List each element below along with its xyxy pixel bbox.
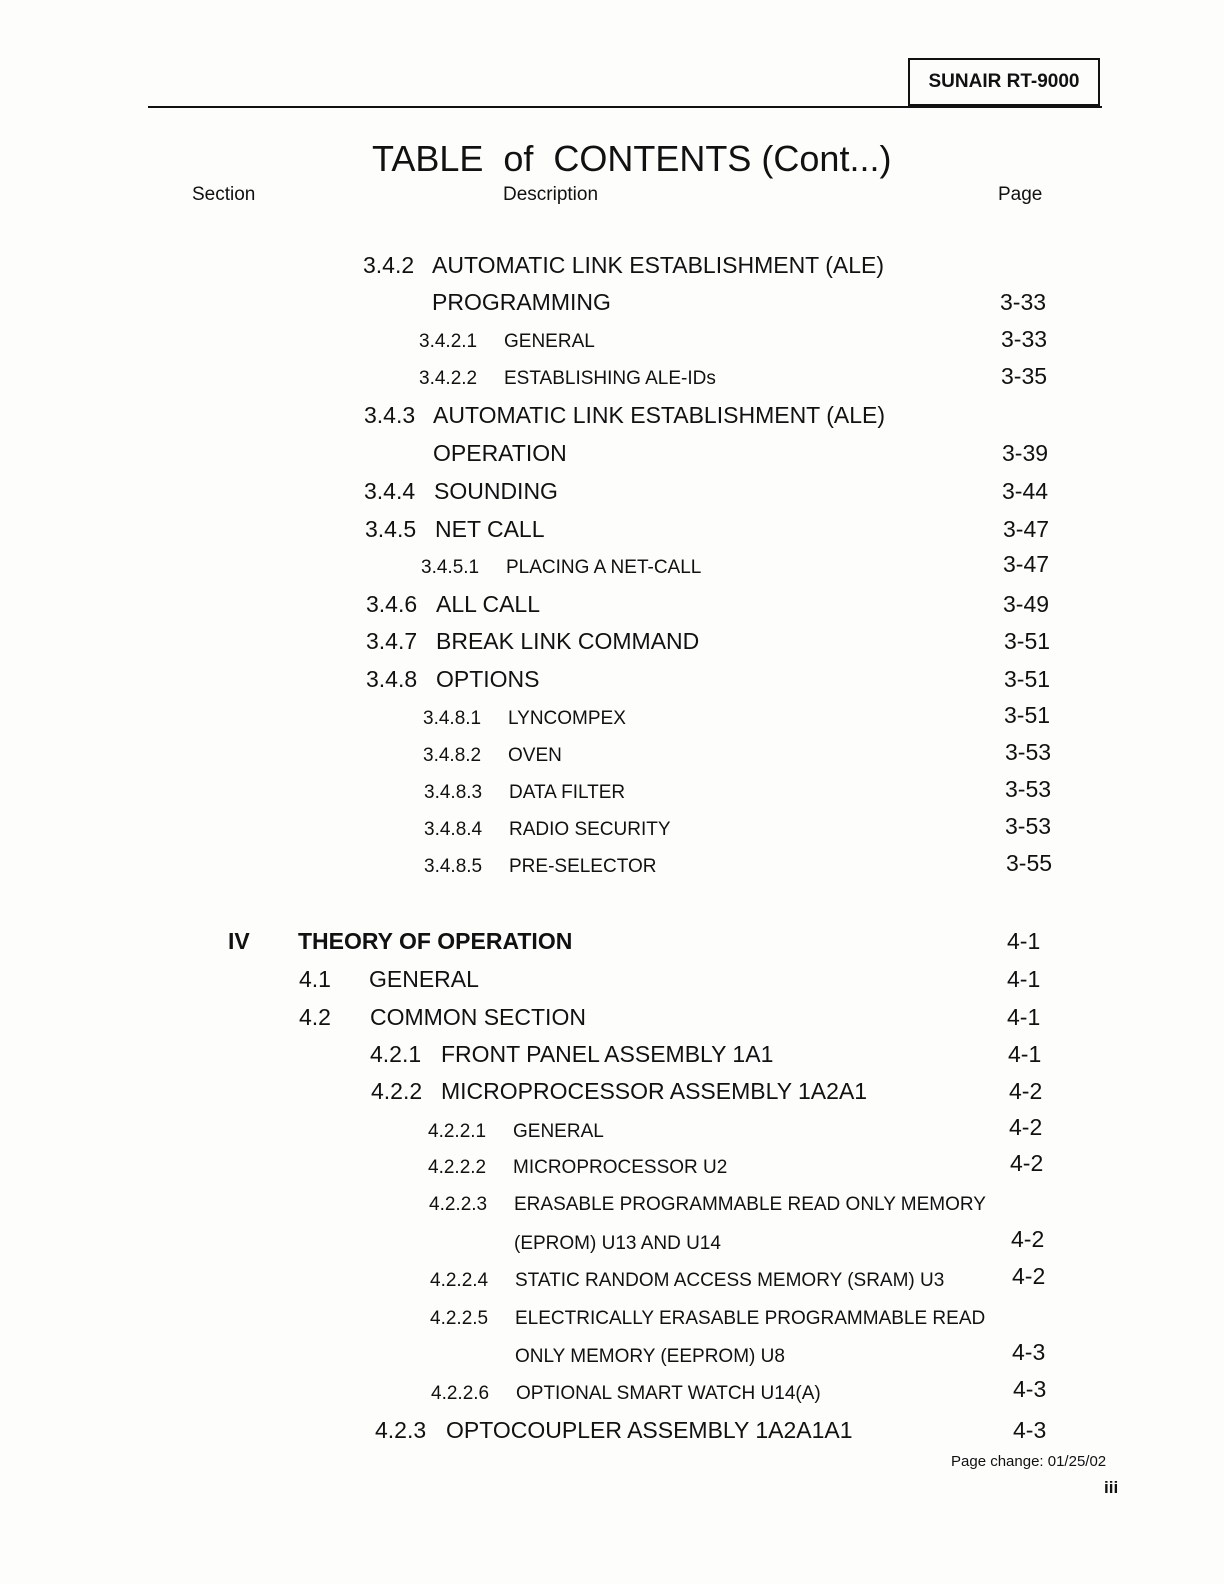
toc-page: 3-55	[1006, 850, 1053, 876]
toc-page: 4-2	[1009, 1078, 1043, 1104]
toc-text: GENERAL	[504, 331, 595, 352]
toc-number: 4.2.1	[370, 1041, 422, 1067]
toc-number: 3.4.8.1	[423, 708, 482, 729]
toc-entry	[0, 628, 1224, 660]
toc-entry	[0, 1263, 1224, 1302]
chapter-number: IV	[228, 928, 250, 954]
toc-page: 4-3	[1013, 1417, 1047, 1443]
toc-text: ERASABLE PROGRAMMABLE READ ONLY MEMORY	[514, 1194, 986, 1215]
toc-text: OPERATION	[433, 440, 567, 466]
toc-text: ONLY MEMORY (EEPROM) U8	[515, 1346, 785, 1367]
toc-number: 3.4.8.4	[424, 819, 483, 840]
toc-page: 3-35	[1001, 363, 1048, 389]
toc-entry	[0, 739, 1224, 777]
toc-entry	[0, 440, 1224, 472]
toc-text: COMMON SECTION	[370, 1004, 586, 1030]
toc-entry	[0, 850, 1224, 888]
toc-page: 3-33	[1001, 326, 1048, 352]
toc-text: PROGRAMMING	[432, 289, 611, 315]
toc-page: 3-51	[1004, 702, 1051, 728]
toc-number: 3.4.8.2	[423, 745, 482, 766]
toc-text: BREAK LINK COMMAND	[436, 628, 700, 654]
toc-page: 4-2	[1010, 1150, 1044, 1176]
toc-text: MICROPROCESSOR U2	[513, 1157, 728, 1178]
toc-number: 4.2.2	[371, 1078, 423, 1104]
page-change-label: Page change:	[951, 1453, 1044, 1470]
toc-number: 3.4.6	[366, 591, 418, 617]
toc-page: 3-53	[1005, 776, 1052, 802]
toc-number: 3.4.2.1	[419, 331, 478, 352]
toc-page: 4-3	[1013, 1376, 1047, 1402]
toc-number: 3.4.3	[364, 402, 416, 428]
toc-entry	[0, 1194, 1224, 1226]
toc-page: 4-3	[1012, 1339, 1046, 1365]
toc-entry	[0, 1339, 1224, 1378]
toc-number: 3.4.5.1	[421, 557, 480, 578]
toc-number: 3.4.2	[363, 252, 415, 278]
toc-text: RADIO SECURITY	[509, 819, 671, 840]
toc-page: 4-1	[1007, 966, 1041, 992]
toc-entry	[0, 252, 1224, 284]
toc-entry	[0, 813, 1224, 851]
toc-number: 4.2.3	[375, 1417, 427, 1443]
page-change-note	[951, 1453, 1106, 1470]
toc-entry	[0, 666, 1224, 698]
chapter-title: THEORY OF OPERATION	[298, 928, 573, 954]
toc-page: 3-53	[1005, 739, 1052, 765]
toc-entry	[0, 363, 1224, 400]
toc-number: 4.2.2.2	[428, 1157, 487, 1178]
toc-page: 4-2	[1011, 1226, 1045, 1252]
toc-page: 3-39	[1002, 440, 1049, 466]
toc-entry	[0, 1114, 1224, 1153]
toc-text: ELECTRICALLY ERASABLE PROGRAMMABLE READ	[515, 1308, 986, 1329]
toc-entry	[0, 1150, 1224, 1189]
toc-text: GENERAL	[369, 966, 479, 992]
toc-text: MICROPROCESSOR ASSEMBLY 1A2A1	[441, 1078, 868, 1104]
toc-number: 4.2.2.6	[431, 1383, 490, 1404]
toc-number: 3.4.8	[366, 666, 418, 692]
toc-number: 4.2.2.5	[430, 1308, 489, 1329]
document-id-box	[908, 58, 1100, 106]
toc-text: STATIC RANDOM ACCESS MEMORY (SRAM) U3	[515, 1270, 945, 1291]
toc-entry	[0, 1004, 1224, 1036]
toc-text: PRE-SELECTOR	[509, 856, 657, 877]
toc-page: 3-49	[1003, 591, 1050, 617]
toc-page: 4-1	[1007, 928, 1041, 954]
toc-number: 3.4.8.3	[424, 782, 483, 803]
toc-page: 3-47	[1003, 516, 1050, 542]
toc-entry	[0, 478, 1224, 510]
page-change-date: 01/25/02	[1047, 1453, 1107, 1470]
toc-text: AUTOMATIC LINK ESTABLISHMENT (ALE)	[432, 252, 884, 278]
toc-entry	[0, 551, 1224, 589]
toc-entry	[0, 1226, 1224, 1265]
toc-number: 3.4.2.2	[419, 368, 478, 389]
toc-chapter-entry	[0, 928, 1224, 960]
toc-number: 3.4.4	[364, 478, 416, 504]
toc-page: 4-2	[1012, 1263, 1046, 1289]
toc-text: LYNCOMPEX	[508, 708, 626, 729]
toc-number: 3.4.8.5	[424, 856, 483, 877]
toc-text: ESTABLISHING ALE-IDs	[504, 368, 716, 389]
toc-entry	[0, 1308, 1224, 1340]
toc-page: 4-1	[1007, 1004, 1041, 1030]
toc-text: ALL CALL	[436, 591, 540, 617]
toc-number: 3.4.5	[365, 516, 417, 542]
toc-page: 3-51	[1004, 628, 1051, 654]
toc-number: 4.2.2.4	[430, 1270, 489, 1291]
toc-number: 4.1	[299, 966, 331, 992]
page-title: TABLE of CONTENTS (Cont...)	[372, 138, 892, 179]
header-rule	[148, 106, 1102, 108]
toc-number: 4.2	[299, 1004, 331, 1030]
toc-text: (EPROM) U13 AND U14	[514, 1233, 721, 1254]
toc-text: NET CALL	[435, 516, 545, 542]
toc-page: 3-51	[1004, 666, 1051, 692]
toc-number: 3.4.7	[366, 628, 418, 654]
toc-entry	[0, 289, 1224, 321]
toc-entry	[0, 591, 1224, 623]
toc-page: 3-44	[1002, 478, 1049, 504]
toc-page: 3-53	[1005, 813, 1052, 839]
toc-entry	[0, 516, 1224, 548]
toc-text: GENERAL	[513, 1121, 604, 1142]
toc-text: OVEN	[508, 745, 562, 766]
toc-text: DATA FILTER	[509, 782, 626, 803]
toc-entry	[0, 776, 1224, 814]
column-header-page: Page	[998, 184, 1043, 205]
toc-text: FRONT PANEL ASSEMBLY 1A1	[441, 1041, 774, 1067]
toc-entry	[0, 1376, 1224, 1415]
page-number: iii	[1104, 1478, 1119, 1497]
toc-text: OPTIONS	[436, 666, 540, 692]
toc-text: AUTOMATIC LINK ESTABLISHMENT (ALE)	[433, 402, 885, 428]
toc-text: OPTIONAL SMART WATCH U14(A)	[516, 1383, 821, 1404]
toc-entry	[0, 1041, 1224, 1073]
toc-entry	[0, 966, 1224, 998]
toc-text: SOUNDING	[434, 478, 558, 504]
toc-page: 4-1	[1008, 1041, 1042, 1067]
document-id: SUNAIR RT-9000	[928, 71, 1080, 92]
column-header-section: Section	[192, 184, 256, 205]
toc-text: OPTOCOUPLER ASSEMBLY 1A2A1A1	[446, 1417, 853, 1443]
toc-entry	[0, 1078, 1224, 1110]
toc-number: 4.2.2.1	[428, 1121, 487, 1142]
toc-entry	[0, 702, 1224, 740]
column-header-description: Description	[503, 184, 599, 205]
toc-entry	[0, 402, 1224, 434]
toc-text: PLACING A NET-CALL	[506, 557, 702, 578]
toc-entry	[0, 1417, 1224, 1449]
toc-page: 3-47	[1003, 551, 1050, 577]
toc-number: 4.2.2.3	[429, 1194, 488, 1215]
toc-entry	[0, 326, 1224, 363]
toc-page: 3-33	[1000, 289, 1047, 315]
toc-page: 4-2	[1009, 1114, 1043, 1140]
